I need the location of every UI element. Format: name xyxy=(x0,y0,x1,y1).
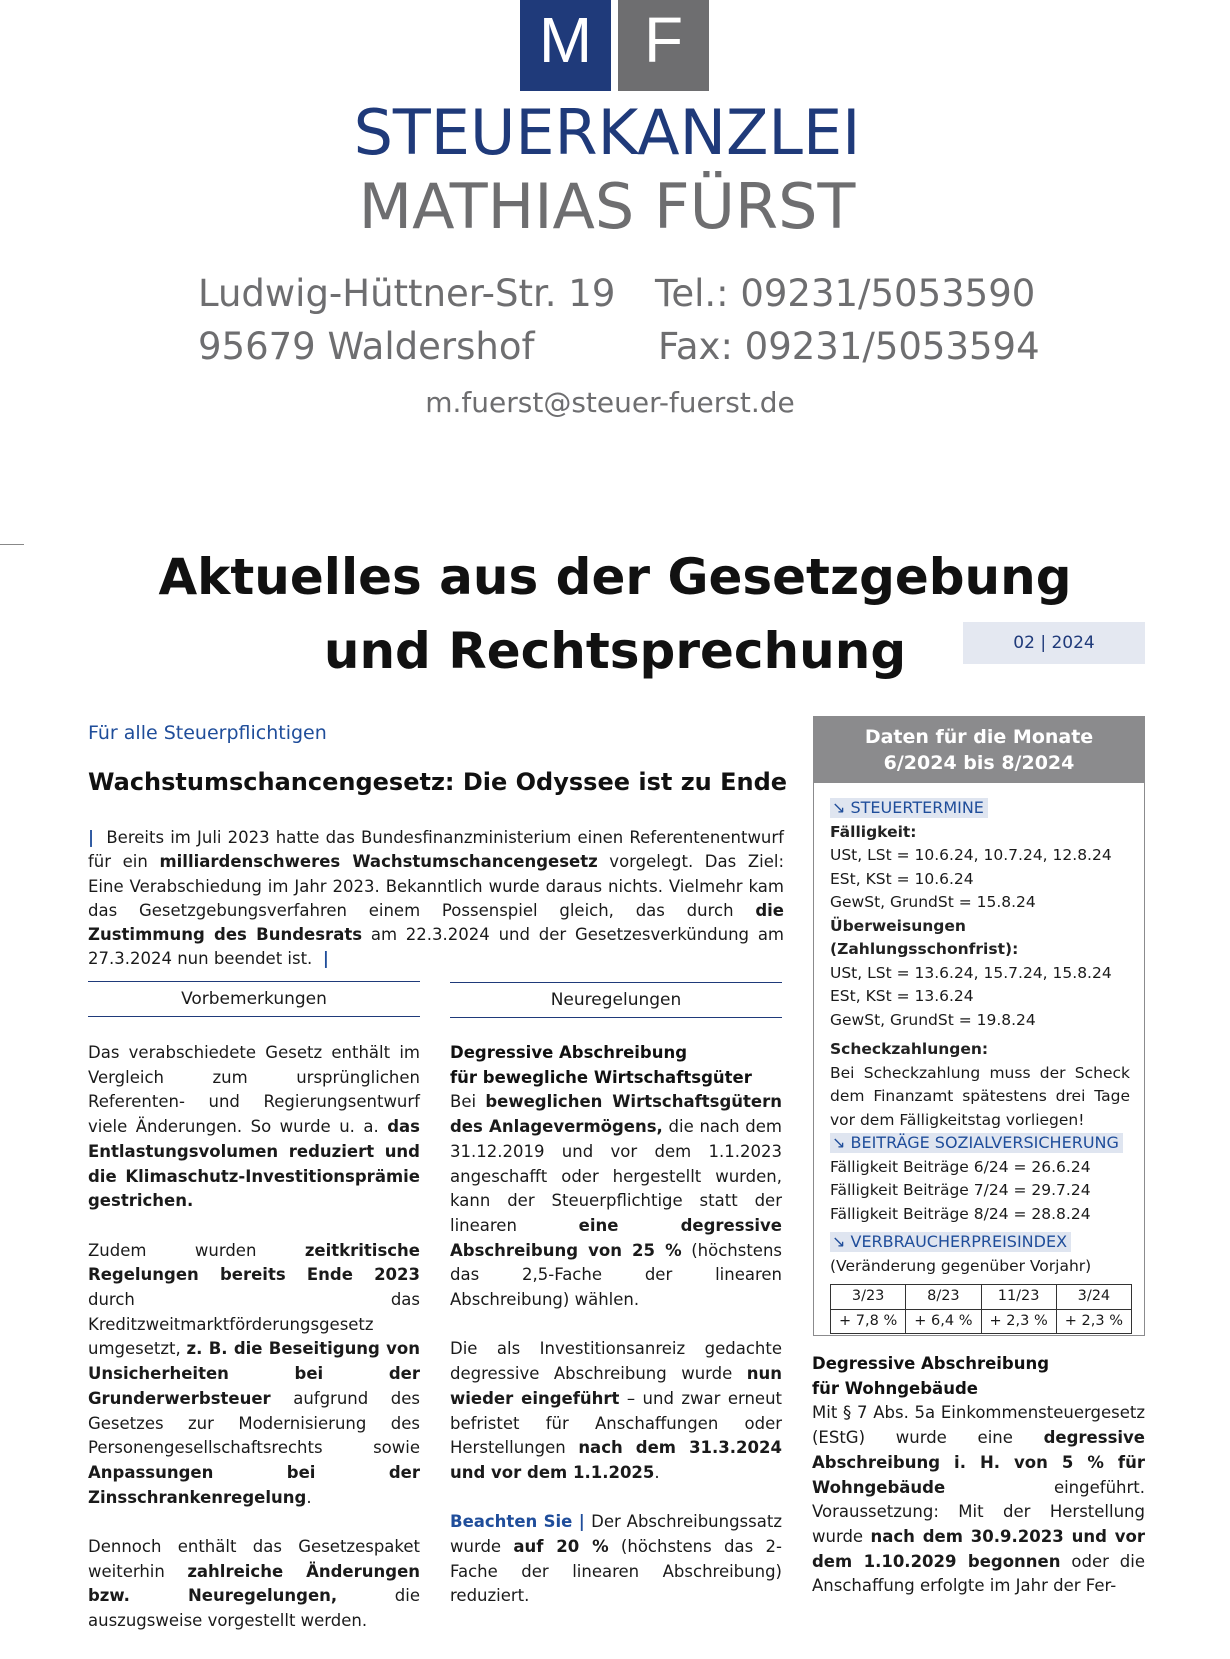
headline-line2: und Rechtsprechung xyxy=(323,622,907,680)
section-steuertermine: ↘ STEUERTERMINE xyxy=(830,798,988,818)
date-line: Fälligkeit Beiträge 8/24 = 28.8.24 xyxy=(830,1204,1091,1223)
subheading: Degressive Abschreibung xyxy=(450,1043,688,1062)
date-line: ESt, KSt = 13.6.24 xyxy=(830,987,974,1005)
article-kicker: Für alle Steuerpflichtigen xyxy=(88,722,327,744)
date-line: GewSt, GrundSt = 19.8.24 xyxy=(830,1010,1036,1029)
table-cell: + 6,4 % xyxy=(906,1309,981,1334)
tax-dates-body xyxy=(814,783,1144,1334)
table-cell: 8/23 xyxy=(906,1285,981,1310)
paragraph: Das verabschiedete Gesetz enthält im Vergleich zum ursprünglichen Referenten- und Regierungsentwurf viele Änderungen. So wurde u. a. das Entlastungsvolumen reduziert und die Klimaschutz-Investitionsprämie gestrichen. xyxy=(88,1043,420,1211)
paragraph: Degressive Abschreibung für bewegliche Wirtschaftsgüter Bei beweglichen Wirtschaftsgütern des Anlagevermögens, die nach dem 31.12.2019 und vor dem 1.1.2023 angeschafft oder hergestellt wurden, kann der Steuerpflichtige statt der linearen eine degressive Abschreibung von 25 % (höchstens das 2,5-Fache der linearen Abschreibung) wählen. xyxy=(450,1043,782,1310)
vpi-table xyxy=(830,1284,1132,1334)
lead-bar-left: | xyxy=(88,828,95,847)
label-scheckzahlungen: Scheckzahlungen: xyxy=(830,1040,989,1058)
header-line1: Daten für die Monate xyxy=(864,726,1094,748)
table-row xyxy=(831,1285,1132,1310)
subheading: für bewegliche Wirtschaftsgüter xyxy=(450,1067,752,1087)
label-faelligkeit: Fälligkeit: xyxy=(830,822,917,841)
section-heading-vorbemerkungen: Vorbemerkungen xyxy=(88,981,420,1017)
lead-bar-right: | xyxy=(322,949,329,969)
logo-letter-f: F xyxy=(618,0,709,91)
label-ueberweisungen: Überweisungen (Zahlungsschonfrist): xyxy=(830,916,1019,958)
subheading: für Wohngebäude xyxy=(812,1378,978,1398)
table-cell: + 7,8 % xyxy=(831,1309,906,1334)
date-line: Fälligkeit Beiträge 6/24 = 26.6.24 xyxy=(830,1157,1091,1176)
firm-name-line1: STEUERKANZLEI xyxy=(353,96,861,169)
paragraph: Beachten Sie | Der Abschreibungssatz wurde auf 20 % (höchstens das 2-Fache der linearen Abschreibung) reduziert. xyxy=(450,1512,782,1606)
tax-dates-header xyxy=(814,717,1144,783)
lead-text: vorgelegt. Das Ziel: Eine Verabschiedung im Jahr 2023. Bekanntlich wurde daraus nichts. Vielmehr kam das Gesetzgebungsverfahren einem Possenspiel gleich, das durch xyxy=(88,852,785,920)
section-heading-neuregelungen: Neuregelungen xyxy=(450,982,782,1018)
header-line2: 6/2024 bis 8/2024 xyxy=(883,752,1075,774)
table-cell: 3/23 xyxy=(831,1285,906,1310)
lead-text: Bereits im Juli 2023 hatte das Bundesfinanzministerium einen Referentenentwurf für ein xyxy=(88,828,784,872)
headline-line1: Aktuelles aus der Gesetzgebung xyxy=(158,548,1072,606)
logo-letter-m: M xyxy=(520,0,611,91)
address-city: 95679 Waldershof xyxy=(198,325,535,368)
vpi-note: (Veränderung gegenüber Vorjahr) xyxy=(830,1256,1092,1275)
fax-number: Fax: 09231/5053594 xyxy=(658,325,1040,368)
date-line: USt, LSt = 13.6.24, 15.7.24, 15.8.24 xyxy=(830,963,1112,982)
lead-text: am 22.3.2024 und der Gesetzesverkündung am 27.3.2024 nun beendet ist. xyxy=(88,925,785,969)
table-cell: 3/24 xyxy=(1056,1285,1131,1310)
table-row xyxy=(831,1309,1132,1334)
email-link[interactable]: m.fuerst@steuer-fuerst.de xyxy=(425,386,795,419)
note-label: Beachten Sie xyxy=(450,1512,573,1532)
scheck-note: Bei Scheckzahlung muss der Scheck dem Finanzamt spätestens drei Tage vor dem Fälligkeitstag vorliegen! xyxy=(830,1063,1130,1129)
table-cell: 11/23 xyxy=(981,1285,1056,1310)
firm-logo xyxy=(520,0,709,91)
table-cell: + 2,3 % xyxy=(981,1309,1056,1334)
paragraph: Mit § 7 Abs. 5a Einkommensteuergesetz (EStG) wurde eine degressive Abschreibung i. H. von 5 % für Wohngebäude eingeführt. Voraussetzung: Mit der Herstellung wurde nach dem 30.9.2023 und vor dem 1.10.2029 begonnen oder die Anschaffung erfolgte im Jahr der Fer- xyxy=(812,1403,1145,1596)
article-title: Wachstumschancengesetz: Die Odyssee ist zu Ende xyxy=(88,768,788,796)
section-vpi: ↘ VERBRAUCHERPREISINDEX xyxy=(830,1232,1071,1252)
left-column xyxy=(88,1041,420,1659)
date-line: GewSt, GrundSt = 15.8.24 xyxy=(830,893,1036,911)
lead-bold: die Zustimmung des Bundesrats xyxy=(88,900,784,945)
article-lead xyxy=(88,826,784,972)
subheading: Degressive Abschreibung xyxy=(812,1354,1050,1373)
issue-badge: 02 | 2024 xyxy=(963,622,1145,664)
arrow-down-right-icon: ↘ xyxy=(832,1232,846,1251)
arrow-down-right-icon: ↘ xyxy=(832,1133,846,1152)
firm-name-line2: MATHIAS FÜRST xyxy=(358,170,856,243)
newsletter-headline xyxy=(0,540,1230,688)
lead-bold: milliardenschweres Wachstumschancengesetz xyxy=(159,852,598,872)
paragraph: Dennoch enthält das Gesetzespaket weiterhin zahlreiche Änderungen bzw. Neuregelungen, die auszugsweise vorgestellt werden. xyxy=(88,1537,421,1631)
arrow-down-right-icon: ↘ xyxy=(832,798,846,817)
paragraph: Die als Investitionsanreiz gedachte degressive Abschreibung wurde nun wieder eingeführt – und zwar erneut befristet für Anschaffungen oder Herstellungen nach dem 31.3.2024 und vor dem 1.1.2025. xyxy=(450,1339,783,1482)
phone-number: Tel.: 09231/5053590 xyxy=(655,272,1036,315)
tax-dates-box xyxy=(813,716,1145,1336)
date-line: Fälligkeit Beiträge 7/24 = 29.7.24 xyxy=(830,1181,1091,1199)
table-cell: + 2,3 % xyxy=(1056,1309,1131,1334)
date-line: ESt, KSt = 10.6.24 xyxy=(830,869,974,888)
paragraph: Zudem wurden zeitkritische Regelungen bereits Ende 2023 durch das Kreditzweitmarktförderungsgesetz umgesetzt, z. B. die Beseitigung von Unsicherheiten bei der Grunderwerbsteuer aufgrund des Gesetzes zur Modernisierung des Personengesellschaftsrechts sowie Anpassungen bei der Zinsschrankenregelung. xyxy=(88,1240,420,1507)
middle-column xyxy=(450,1041,782,1634)
date-line: USt, LSt = 10.6.24, 10.7.24, 12.8.24 xyxy=(830,846,1112,864)
section-beitraege: ↘ BEITRÄGE SOZIALVERSICHERUNG xyxy=(830,1133,1123,1153)
right-column xyxy=(812,1352,1145,1599)
address-street: Ludwig-Hüttner-Str. 19 xyxy=(198,272,616,315)
